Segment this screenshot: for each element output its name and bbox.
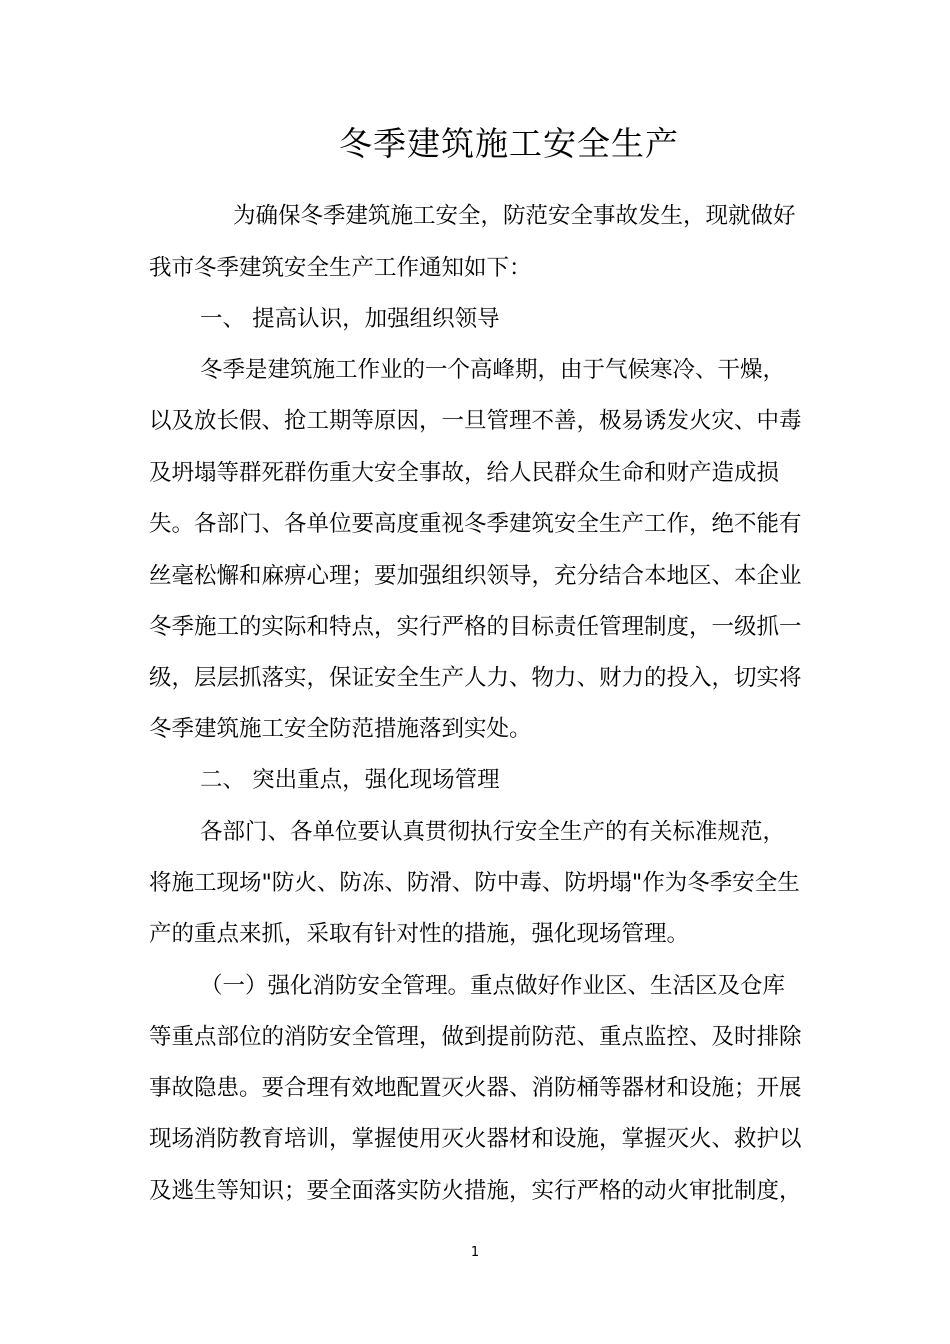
- paragraph-line: 丝毫松懈和麻痹心理；要加强组织领导，充分结合本地区、本企业: [149, 563, 802, 589]
- paragraph-line: （一）强化消防安全管理。重点做好作业区、生活区及仓库: [200, 973, 786, 999]
- section-heading: 二、 突出重点，强化现场管理: [200, 767, 500, 793]
- section-heading: 一、 提高认识，加强组织领导: [200, 306, 500, 332]
- paragraph-line: 现场消防教育培训，掌握使用灭火器材和设施，掌握灭火、救护以: [149, 1126, 802, 1152]
- paragraph-line: 我市冬季建筑安全生产工作通知如下：: [149, 255, 532, 281]
- paragraph-line: 为确保冬季建筑施工安全，防范安全事故发生，现就做好: [233, 203, 796, 229]
- page-number: 1: [470, 1245, 480, 1260]
- paragraph-line: 事故隐患。要合理有效地配置灭火器、消防桶等器材和设施；开展: [149, 1075, 802, 1101]
- paragraph-line: 冬季建筑施工安全防范措施落到实处。: [149, 716, 532, 742]
- paragraph-line: 将施工现场"防火、防冻、防滑、防中毒、防坍塌"作为冬季安全生: [149, 870, 800, 896]
- paragraph-line: 级，层层抓落实，保证安全生产人力、物力、财力的投入，切实将: [149, 665, 802, 691]
- paragraph-line: 冬季是建筑施工作业的一个高峰期，由于气候寒冷、干燥，: [200, 357, 786, 383]
- paragraph-line: 冬季施工的实际和特点，实行严格的目标责任管理制度，一级抓一: [149, 614, 802, 640]
- paragraph-line: 及坍塌等群死群伤重大安全事故，给人民群众生命和财产造成损: [149, 460, 780, 486]
- paragraph-line: 等重点部位的消防安全管理，做到提前防范、重点监控、及时排除: [149, 1024, 802, 1050]
- paragraph-line: 产的重点来抓，采取有针对性的措施，强化现场管理。: [149, 921, 690, 947]
- paragraph-line: 各部门、各单位要认真贯彻执行安全生产的有关标准规范，: [200, 819, 786, 845]
- document-title: 冬季建筑施工安全生产: [339, 124, 679, 163]
- paragraph-line: 以及放长假、抢工期等原因，一旦管理不善，极易诱发火灾、中毒: [149, 408, 802, 434]
- paragraph-line: 失。各部门、各单位要高度重视冬季建筑安全生产工作，绝不能有: [149, 511, 802, 537]
- paragraph-line: 及逃生等知识；要全面落实防火措施，实行严格的动火审批制度，: [149, 1178, 802, 1204]
